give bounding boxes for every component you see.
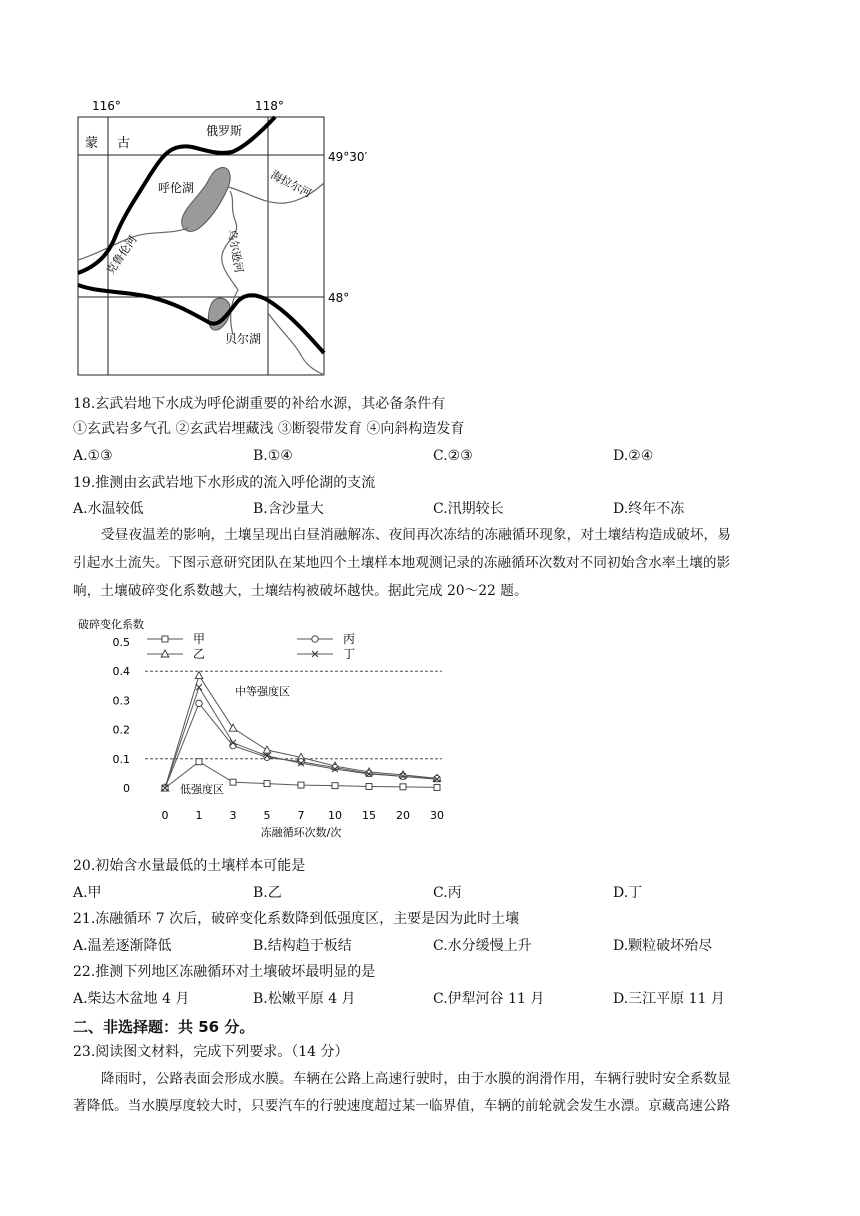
q23-line-1: 降雨时，公路表面会形成水膜。车辆在公路上高速行驶时，由于水膜的润滑作用，车辆行驶时安全系数显 (101, 1071, 731, 1087)
q23-line-2: 著降低。当水膜厚度较大时，只要汽车的行驶速度超过某一临界值，车辆的前轮就会发生水漂。京藏高速公路 (73, 1098, 731, 1114)
y-tick-label: 0.5 (112, 636, 130, 649)
q22-option-b: B.松嫩平原 4 月 (253, 991, 356, 1007)
legend-label-3: 丁 (343, 647, 356, 661)
lon-label-118: 118° (255, 99, 284, 113)
data-point-series-0 (434, 784, 440, 790)
map-label-mongolia-1: 蒙 (85, 136, 99, 151)
q20-stem: 20.初始含水量最低的土壤样本可能是 (73, 858, 306, 874)
series-line-2 (165, 703, 437, 788)
data-point-series-0 (264, 781, 270, 787)
map-label-hulun-lake: 呼伦湖 (158, 181, 195, 195)
q23-stem: 23.阅读图文材料，完成下列要求。（14 分） (73, 1044, 349, 1060)
series-line-3 (165, 687, 437, 788)
data-point-series-0 (400, 784, 406, 790)
y-tick-label: 0.4 (112, 665, 130, 679)
hulun-lake-shape (182, 168, 230, 232)
x-tick-label: 15 (362, 809, 376, 822)
x-tick-label: 5 (263, 809, 271, 822)
map-label-orshun-river: 乌尔逊河 (225, 228, 246, 274)
x-tick-label: 0 (161, 809, 169, 822)
q19-stem: 19.推测由玄武岩地下水形成的流入呼伦湖的支流 (73, 475, 376, 491)
section-2-title: 二、非选择题：共 56 分。 (73, 1018, 255, 1036)
q21-option-c: C.水分缓慢上升 (433, 938, 532, 954)
chart-xlabel: 冻融循环次数/次 (260, 826, 342, 839)
q21-stem: 21.冻融循环 7 次后，破碎变化系数降到低强度区，主要是因为此时土壤 (73, 911, 520, 927)
data-point-series-3 (196, 684, 202, 690)
q18-option-a: A.①③ (73, 448, 113, 464)
q20-option-b: B.乙 (253, 885, 282, 901)
q22-option-d: D.三江平原 11 月 (613, 991, 725, 1007)
legend-label-2: 丙 (343, 632, 356, 646)
q22-option-a: A.柴达木盆地 4 月 (73, 991, 190, 1007)
data-point-series-0 (298, 782, 304, 788)
x-tick-label: 30 (430, 809, 444, 822)
q18-option-b: B.①④ (253, 448, 293, 464)
border-mongolia-china-south (78, 285, 324, 353)
lat-label-49-30: 49°30′ (328, 150, 368, 164)
y-tick-label: 0 (123, 782, 130, 795)
q21-option-d: D.颗粒破坏殆尽 (613, 938, 713, 954)
q18-conditions: ①玄武岩多气孔 ②玄武岩埋藏浅 ③断裂带发育 ④向斜构造发育 (73, 421, 465, 437)
data-point-series-0 (332, 783, 338, 789)
zone-label-medium: 中等强度区 (235, 685, 290, 699)
chart-ylabel: 破碎变化系数 (78, 618, 144, 631)
map-label-hailar-river: 海拉尔河 (268, 168, 314, 201)
hulun-lake-map (70, 95, 370, 385)
q21-option-b: B.结构趋于板结 (253, 938, 352, 954)
q19-option-d: D.终年不冻 (613, 501, 685, 517)
passage-line-2: 引起水土流失。下图示意研究团队在某地四个土壤样本地观测记录的冻融循环次数对不同初始含水率土壤的影 (73, 555, 731, 571)
passage-line-3: 响，土壤破碎变化系数越大，土壤结构被破坏越快。据此完成 20～22 题。 (73, 583, 528, 599)
chart-svg (70, 612, 460, 847)
legend-label-1: 乙 (193, 647, 206, 661)
legend-marker-0 (162, 636, 168, 642)
data-point-series-0 (230, 779, 236, 785)
series-line-1 (165, 676, 437, 788)
map-label-mongolia-2: 古 (117, 136, 131, 151)
map-label-kerulen-river: 克鲁伦河 (103, 233, 140, 277)
map-label-russia: 俄罗斯 (206, 124, 243, 138)
q20-option-a: A.甲 (73, 885, 102, 901)
freeze-thaw-chart (70, 612, 460, 847)
x-tick-label: 20 (396, 809, 410, 822)
lon-label-116: 116° (92, 99, 121, 113)
q22-stem: 22.推测下列地区冻融循环对土壤破坏最明显的是 (73, 964, 376, 980)
q18-option-d: D.②④ (613, 448, 654, 464)
lat-label-48: 48° (328, 291, 350, 305)
q20-option-d: D.丁 (613, 885, 643, 901)
y-tick-label: 0.3 (112, 694, 130, 708)
zone-label-low: 低强度区 (180, 783, 224, 796)
q20-option-c: C.丙 (433, 885, 462, 901)
q19-option-b: B.含沙量大 (253, 501, 324, 517)
q19-option-a: A.水温较低 (73, 501, 144, 517)
passage-line-1: 受昼夜温差的影响，土壤呈现出白昼消融解冻、夜间再次冻结的冻融循环现象，对土壤结构造成破坏，易 (101, 527, 731, 543)
map-svg (70, 95, 370, 385)
q19-option-c: C.汛期较长 (433, 501, 504, 517)
data-point-series-1 (195, 672, 203, 679)
x-tick-label: 1 (195, 809, 203, 822)
data-point-series-0 (366, 784, 372, 790)
data-point-series-2 (196, 700, 202, 706)
data-point-series-1 (263, 746, 271, 753)
y-tick-label: 0.2 (112, 723, 130, 737)
legend-label-0: 甲 (193, 632, 206, 646)
x-tick-label: 10 (328, 809, 342, 822)
legend-marker-2 (312, 636, 318, 642)
x-tick-label: 3 (229, 809, 237, 822)
q21-option-a: A.温差逐渐降低 (73, 938, 172, 954)
map-label-buir-lake: 贝尔湖 (225, 332, 262, 346)
data-point-series-0 (196, 759, 202, 765)
x-tick-label: 7 (297, 809, 305, 822)
y-tick-label: 0.1 (112, 752, 130, 766)
q18-option-c: C.②③ (433, 448, 473, 464)
data-point-series-1 (229, 724, 237, 731)
q18-stem: 18.玄武岩地下水成为呼伦湖重要的补给水源，其必备条件有 (73, 396, 446, 412)
q22-option-c: C.伊犁河谷 11 月 (433, 991, 545, 1007)
